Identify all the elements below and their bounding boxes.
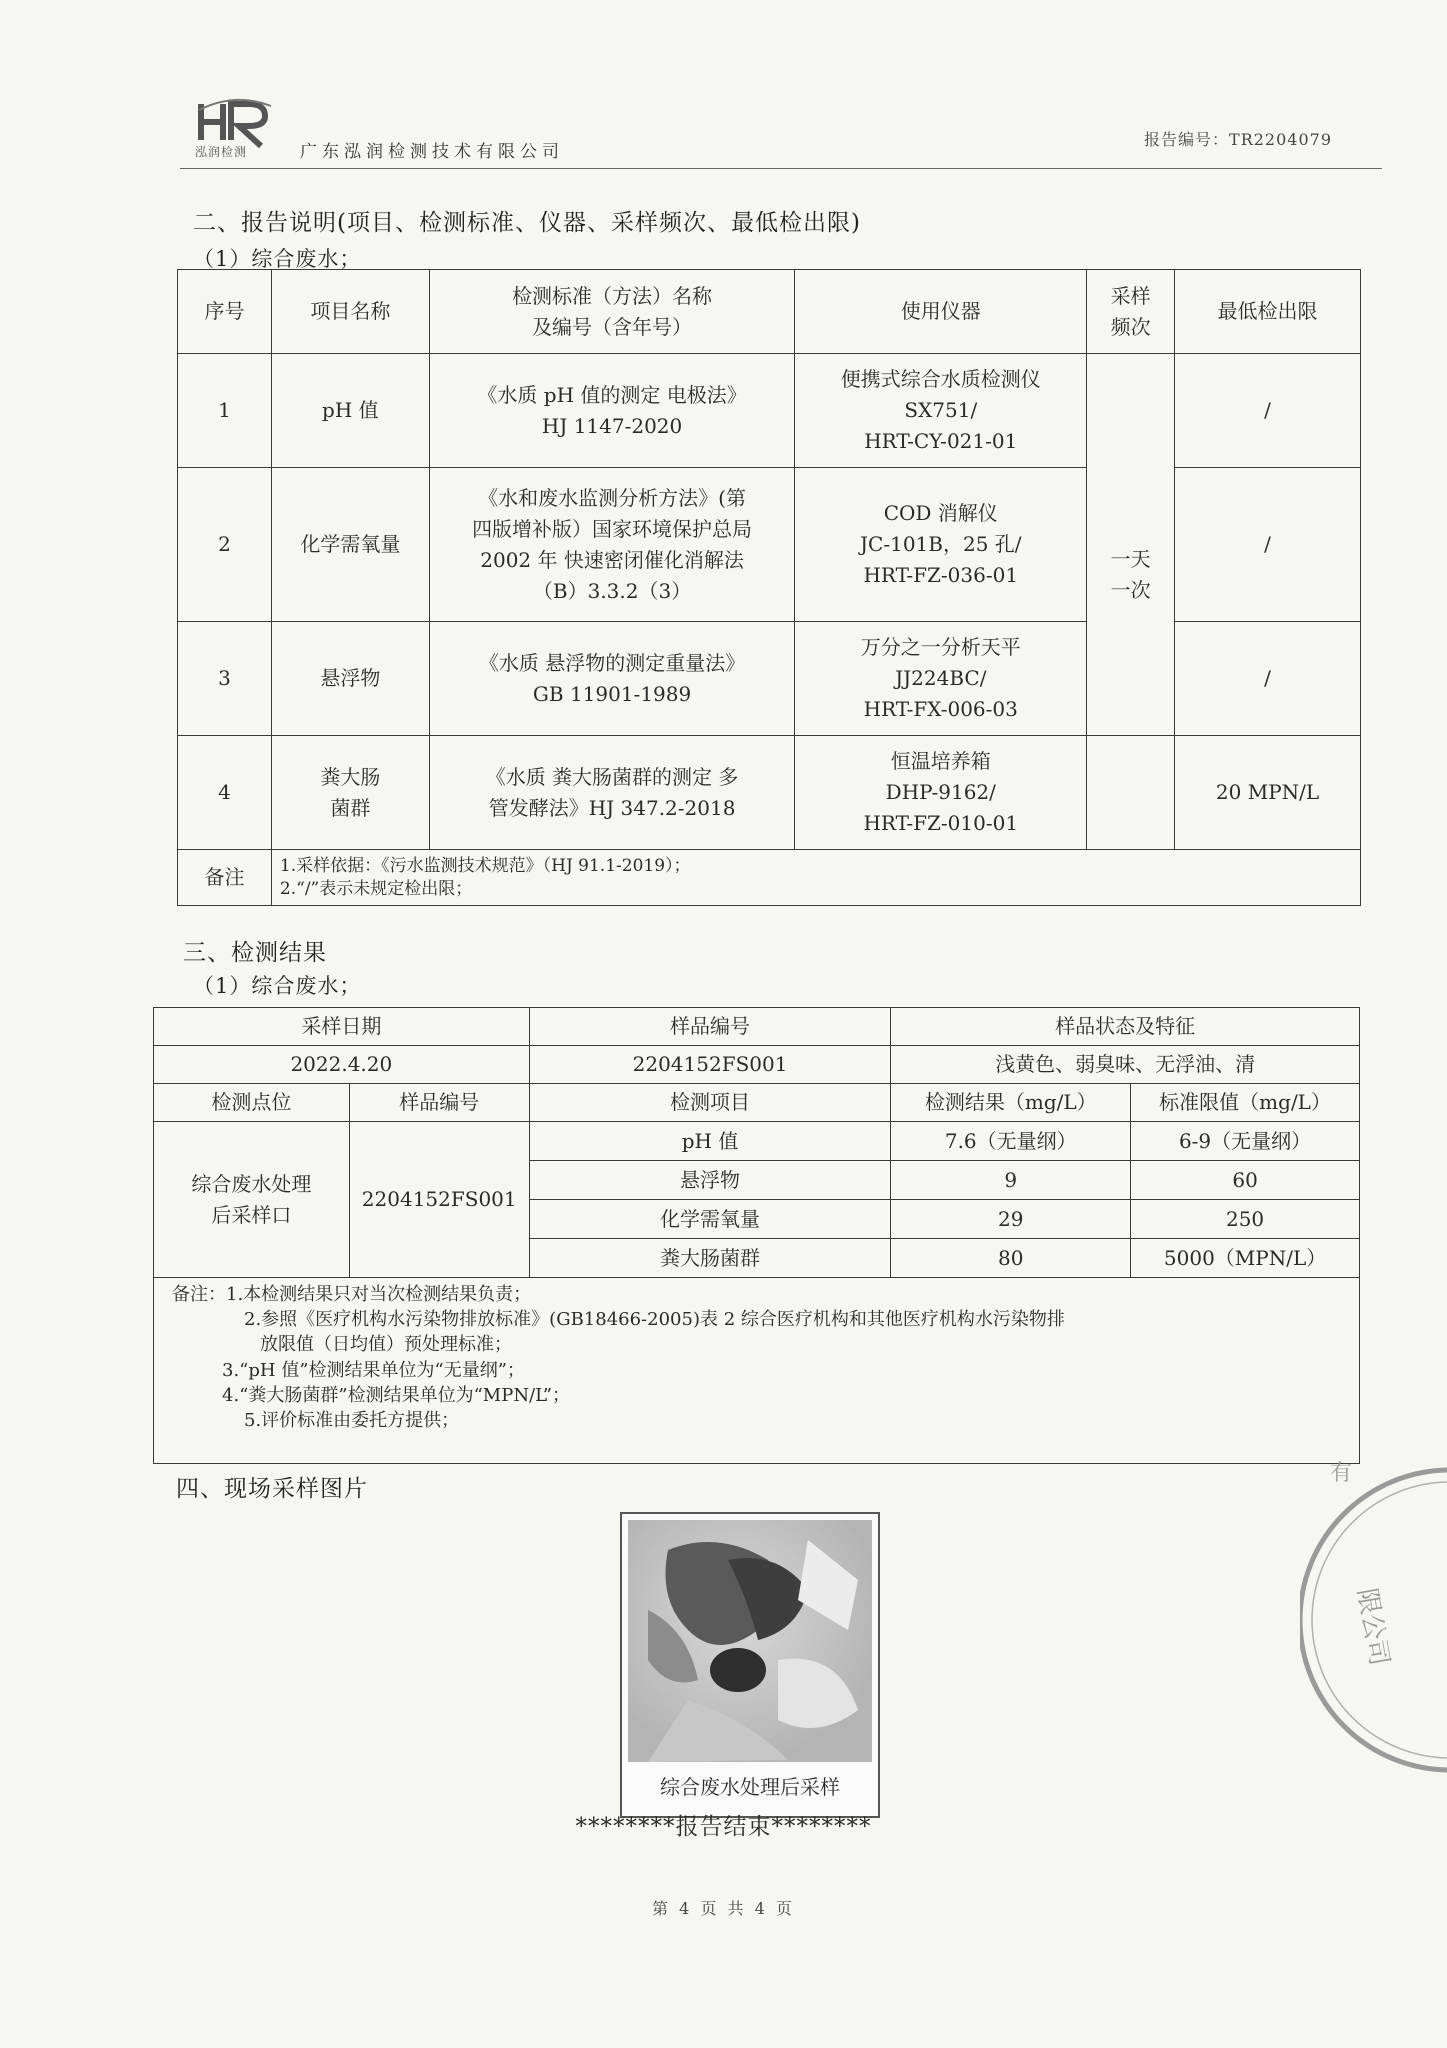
remark-text: 1.采样依据：《污水监测技术规范》（HJ 91.1-2019）； 2.“/”表示未规定检出限；: [271, 850, 1360, 906]
report-end-mark: ********报告结束********: [575, 1814, 872, 1840]
table-row: 悬浮物 9 60: [154, 1161, 1360, 1200]
results-header: 检测点位 样品编号 检测项目 检测结果（mg/L） 标准限值（mg/L）: [154, 1084, 1360, 1122]
page-number: 第 4 页 共 4 页: [652, 1899, 795, 1918]
remark-row: [178, 850, 1361, 906]
sample-date-label: 采样日期: [154, 1008, 530, 1046]
sample-state-label: 样品状态及特征: [891, 1008, 1360, 1046]
sampling-point: 综合废水处理 后采样口: [154, 1122, 350, 1278]
header-instrument: 使用仪器: [795, 270, 1087, 354]
table-row: 化学需氧量 29 250: [154, 1200, 1360, 1239]
header-item: 项目名称: [271, 270, 429, 354]
sample-date: 2022.4.20: [154, 1046, 530, 1084]
section-3-subtitle: （1）综合废水；: [193, 974, 362, 998]
svg-text:限公司: 限公司: [1351, 1586, 1395, 1669]
method-table-header: [178, 270, 1361, 354]
header-no: 序号: [178, 270, 272, 354]
table-row: 3 悬浮物 《水质 悬浮物的测定重量法》 GB 11901-1989 万分之一分析天平 JJ224BC/ HRT-FX-006-03 /: [178, 622, 1361, 736]
remark-label: 备注: [178, 850, 272, 906]
wastewater-sample-photo: [628, 1520, 872, 1762]
header-limit: 最低检出限: [1175, 270, 1361, 354]
table-row: 粪大肠菌群 80 5000（MPN/L）: [154, 1239, 1360, 1278]
sample-state: 浅黄色、弱臭味、无浮油、清: [891, 1046, 1360, 1084]
company-name: 广东泓润检测技术有限公司: [300, 142, 564, 162]
table-row: 综合废水处理 后采样口 2204152FS001 pH 值 7.6（无量纲） 6-9（无量纲）: [154, 1122, 1360, 1161]
results-notes: 备注：1.本检测结果只对当次检测结果负责； 2.参照《医疗机构水污染物排放标准》(GB18466-2005)表 2 综合医疗机构和其他医疗机构水污染物排 放限值（日均值）预处理标准； 3.“pH 值”检测结果单位为“无量纲”； 4.“粪大肠菌群”检测结果单位为“MPN/L”； 5.评价标准由委托方提供；: [154, 1278, 1360, 1464]
photo-caption: 综合废水处理后采样: [660, 1775, 840, 1799]
sample-no: 2204152FS001: [529, 1046, 891, 1084]
report-number: 报告编号：TR2204079: [1144, 130, 1332, 149]
table-row: 4 粪大肠 菌群 《水质 粪大肠菌群的测定 多 管发酵法》HJ 347.2-2018 恒温培养箱 DHP-9162/ HRT-FZ-010-01 20 MPN/L: [178, 736, 1361, 850]
table-row: 2 化学需氧量 《水和废水监测分析方法》(第 四版增补版）国家环境保护总局 2002 年 快速密闭催化消解法 （B）3.3.2（3） COD 消解仪 JC-101B，25 孔/ HRT-FZ-036-01 /: [178, 468, 1361, 622]
header-standard: 检测标准（方法）名称 及编号（含年号）: [429, 270, 795, 354]
method-table: [177, 269, 1361, 906]
point-sample-no: 2204152FS001: [349, 1122, 529, 1278]
logo-subtext: 泓润检测: [195, 145, 248, 159]
sampling-photo: [620, 1512, 880, 1818]
results-table: [153, 1007, 1360, 1464]
section-4-title: 四、现场采样图片: [176, 1476, 368, 1502]
sample-no-label: 样品编号: [529, 1008, 891, 1046]
table-row: 1 pH 值 《水质 pH 值的测定 电极法》 HJ 1147-2020 便携式综合水质检测仪 SX751/ HRT-CY-021-01 一天 一次 /: [178, 354, 1361, 468]
section-2-title: 二、报告说明(项目、检测标准、仪器、采样频次、最低检出限): [193, 210, 861, 236]
sampling-frequency: 一天 一次: [1087, 354, 1175, 736]
header-frequency: 采样 频次: [1087, 270, 1175, 354]
section-3-title: 三、检测结果: [183, 940, 327, 966]
section-2-subtitle: （1）综合废水；: [193, 247, 362, 271]
svg-text:有: 有: [1330, 1461, 1353, 1486]
header-divider: [180, 168, 1382, 169]
company-seal: [1300, 1440, 1447, 1800]
